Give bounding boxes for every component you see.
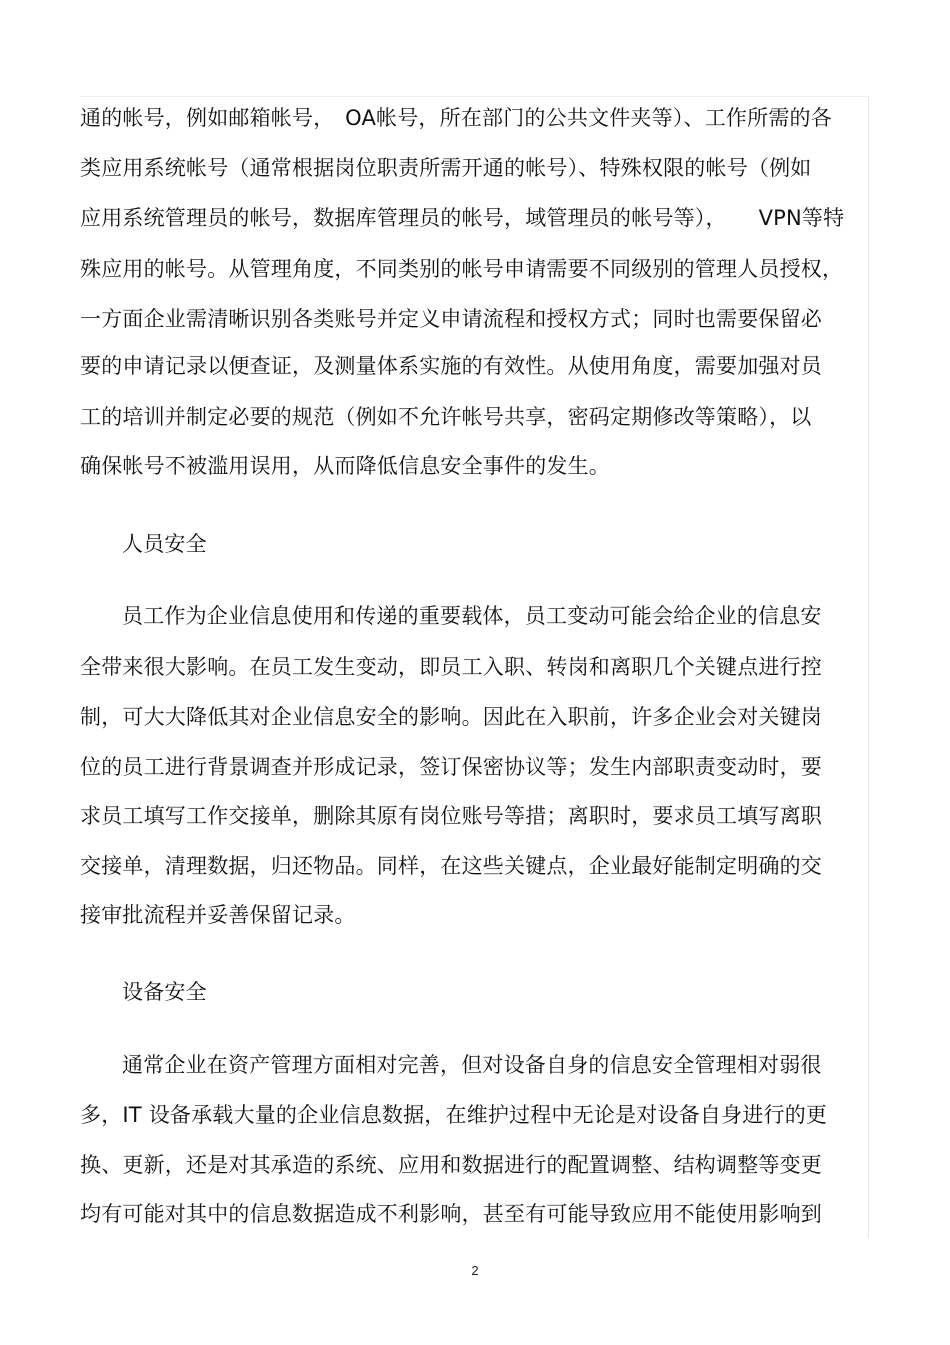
paragraph-3-line-4: 均有可能对其中的信息数据造成不利影响，甚至有可能导致应用不能使用影响到: [80, 1202, 822, 1226]
paragraph-1-line-2: 类应用系统帐号（通常根据岗位职责所需开通的帐号）、特殊权限的帐号（例如: [80, 156, 812, 180]
paragraph-2-line-7: 接审批流程并妥善保留记录。: [80, 903, 356, 927]
paragraph-2-line-5: 求员工填写工作交接单，删除其原有岗位账号等措；离职时，要求员工填写离职: [80, 804, 822, 828]
paragraph-1-line-6: 要的申请记录以便查证，及测量体系实施的有效性。从使用角度，需要加强对员: [80, 354, 822, 378]
paragraph-1-line-5: 一方面企业需清晰识别各类账号并定义申请流程和授权方式；同时也需要保留必: [80, 307, 822, 331]
paragraph-1-line-7: 工的培训并制定必要的规范（例如不允许帐号共享，密码定期修改等策略），以: [80, 405, 812, 429]
paragraph-2-line-2: 全带来很大影响。在员工发生变动，即员工入职、转岗和离职几个关键点进行控: [80, 655, 822, 679]
paragraph-2-line-1: 员工作为企业信息使用和传递的重要载体，员工变动可能会给企业的信息安: [122, 604, 822, 628]
page-top-border: [80, 96, 868, 97]
paragraph-3-line-2: 多，IT 设备承载大量的企业信息数据，在维护过程中无论是对设备自身进行的更: [80, 1103, 828, 1127]
paragraph-3-line-1: 通常企业在资产管理方面相对完善，但对设备自身的信息安全管理相对弱很: [122, 1053, 822, 1077]
page-number: 2: [471, 1263, 479, 1278]
paragraph-1-line-1: 通的帐号，例如邮箱帐号， OA帐号，所在部门的公共文件夹等）、工作所需的各: [80, 106, 832, 130]
paragraph-2-line-3: 制，可大大降低其对企业信息安全的影响。因此在入职前，许多企业会对关键岗: [80, 705, 822, 729]
paragraph-1-line-8: 确保帐号不被滥用误用，从而降低信息安全事件的发生。: [80, 454, 610, 478]
paragraph-2-line-6: 交接单，清理数据，归还物品。同样，在这些关键点，企业最好能制定明确的交: [80, 854, 822, 878]
section-heading-personnel-security: 人员安全: [122, 532, 207, 556]
paragraph-1-line-4: 殊应用的帐号。从管理角度，不同类别的帐号申请需要不同级别的管理人员授权，: [80, 257, 844, 281]
paragraph-1-line-3: 应用系统管理员的帐号，数据库管理员的帐号，域管理员的帐号等）， VPN等特: [80, 206, 845, 230]
paragraph-2-line-4: 位的员工进行背景调查并形成记录，签订保密协议等；发生内部职责变动时，要: [80, 755, 822, 779]
paragraph-3-line-3: 换、更新，还是对其承造的系统、应用和数据进行的配置调整、结构调整等变更: [80, 1153, 822, 1177]
section-heading-equipment-security: 设备安全: [122, 980, 207, 1004]
page-right-border: [868, 96, 869, 1238]
